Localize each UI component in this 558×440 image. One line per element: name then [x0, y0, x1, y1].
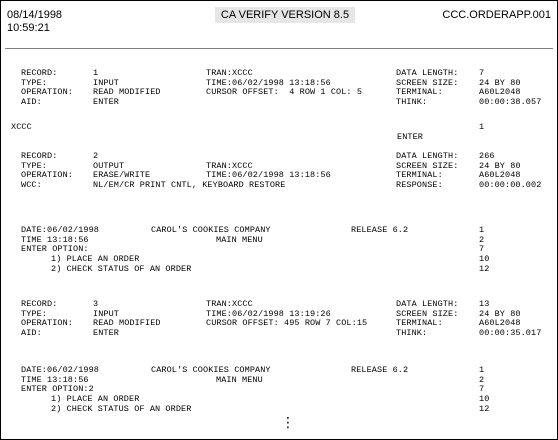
log-text: 2) CHECK STATUS OF AN ORDER [51, 263, 192, 274]
log-text: ENTER OPTION:2 [21, 384, 94, 395]
report-title: CA VERIFY VERSION 8.5 [215, 7, 355, 23]
log-text: 3 [93, 299, 99, 309]
log-text: AID: [21, 97, 42, 108]
log-text: RECORD: [21, 151, 58, 161]
log-text: TYPE: [21, 77, 48, 88]
log-text: OPERATION: [21, 87, 74, 98]
log-text: TERMINAL: [396, 87, 443, 98]
log-text: 2) CHECK STATUS OF AN ORDER [51, 403, 192, 414]
log-text: SCREEN SIZE: [396, 160, 459, 171]
log-text: ENTER [93, 97, 120, 108]
log-text: CURSOR OFFSET: 495 ROW 7 COL:15 [206, 318, 368, 329]
log-text: 2 [479, 234, 485, 245]
log-text: 00:00:00.002 [479, 180, 542, 191]
log-text: CURSOR OFFSET: 4 ROW 1 COL: 5 [206, 87, 363, 98]
log-text: 00:00:38.057 [479, 97, 542, 108]
log-text: OUTPUT [93, 160, 125, 171]
log-text: 24 BY 80 [479, 160, 521, 171]
report-time: 10:59:21 [7, 22, 50, 34]
log-text: TYPE: [21, 308, 48, 319]
log-text: 12 [479, 403, 490, 414]
log-text: 10 [479, 254, 490, 265]
log-text: TIME 13:18:56 [21, 234, 89, 245]
log-text: A60L2048 [479, 87, 521, 98]
header-divider [5, 48, 553, 49]
log-text: MAIN MENU [216, 234, 263, 245]
log-text: NL/EM/CR PRINT CNTL, KEYBOARD RESTORE [93, 180, 286, 191]
log-text: 7 [479, 68, 485, 78]
log-text: DATE:06/02/1998 [21, 225, 100, 235]
log-text: ENTER [397, 131, 424, 142]
log-text: RELEASE 6.2 [351, 225, 409, 235]
log-text: OPERATION: [21, 170, 74, 181]
log-text: RECORD: [21, 299, 58, 309]
log-text: CAROL'S COOKIES COMPANY [151, 225, 271, 235]
log-text: 00:00:35.017 [479, 328, 542, 339]
log-text: ENTER OPTION: [21, 244, 89, 255]
log-text: 266 [479, 151, 495, 161]
log-text: DATA LENGTH: [396, 299, 459, 309]
log-text: 1 [479, 225, 485, 235]
report-date: 08/14/1998 [7, 9, 63, 21]
log-text: 13 [479, 299, 490, 309]
report-file-name: CCC.ORDERAPP.001 [442, 9, 551, 21]
log-text: DATA LENGTH: [396, 68, 459, 78]
log-text: 24 BY 80 [479, 77, 521, 88]
log-text: SCREEN SIZE: [396, 77, 459, 88]
log-text: RELEASE 6.2 [351, 365, 409, 375]
log-text: 12 [479, 263, 490, 274]
log-text: ERASE/WRITE [93, 170, 151, 181]
log-text: THINK: [396, 328, 428, 339]
log-text: 7 [479, 384, 485, 395]
log-text: TRAN:XCCC [206, 299, 253, 309]
log-text: 24 BY 80 [479, 308, 521, 319]
log-text: AID: [21, 328, 42, 339]
log-text: CAROL'S COOKIES COMPANY [151, 365, 271, 375]
log-text: 7 [479, 244, 485, 255]
log-text: TERMINAL: [396, 170, 443, 181]
log-text: A60L2048 [479, 318, 521, 329]
log-text: MAIN MENU [216, 374, 263, 385]
log-text: TIME:06/02/1998 13:18:56 [206, 170, 331, 181]
log-text: READ MODIFIED [93, 318, 161, 329]
log-text: 2 [93, 151, 99, 161]
log-text: RESPONSE: [396, 180, 443, 191]
log-text: TIME:06/02/1998 13:18:56 [206, 77, 331, 88]
log-text: TIME 13:18:56 [21, 374, 89, 385]
log-text: THINK: [396, 97, 428, 108]
log-text: RECORD: [21, 68, 58, 78]
log-text: 2 [479, 374, 485, 385]
log-text: TRAN:XCCC [206, 160, 253, 171]
log-text: INPUT [93, 308, 120, 319]
log-text: OPERATION: [21, 318, 74, 329]
log-text: 1) PLACE AN ORDER [51, 254, 140, 265]
log-text: TIME:06/02/1998 13:19:26 [206, 308, 331, 319]
log-text: XCCC [11, 122, 32, 132]
log-text: 10 [479, 394, 490, 405]
log-text: 1 [479, 365, 485, 375]
log-text: DATA LENGTH: [396, 151, 459, 161]
more-content-indicator[interactable]: ⋮ [281, 415, 295, 431]
log-text: ENTER [93, 328, 120, 339]
log-text: TRAN:XCCC [206, 68, 253, 78]
log-text: A60L2048 [479, 170, 521, 181]
log-text: WCC: [21, 180, 42, 191]
log-text: 1 [93, 68, 99, 78]
log-text: INPUT [93, 77, 120, 88]
log-text: READ MODIFIED [93, 87, 161, 98]
log-text: SCREEN SIZE: [396, 308, 459, 319]
log-text: TYPE: [21, 160, 48, 171]
log-text: 1 [479, 122, 485, 132]
log-text: 1) PLACE AN ORDER [51, 394, 140, 405]
log-text: DATE:06/02/1998 [21, 365, 100, 375]
log-text: TERMINAL: [396, 318, 443, 329]
